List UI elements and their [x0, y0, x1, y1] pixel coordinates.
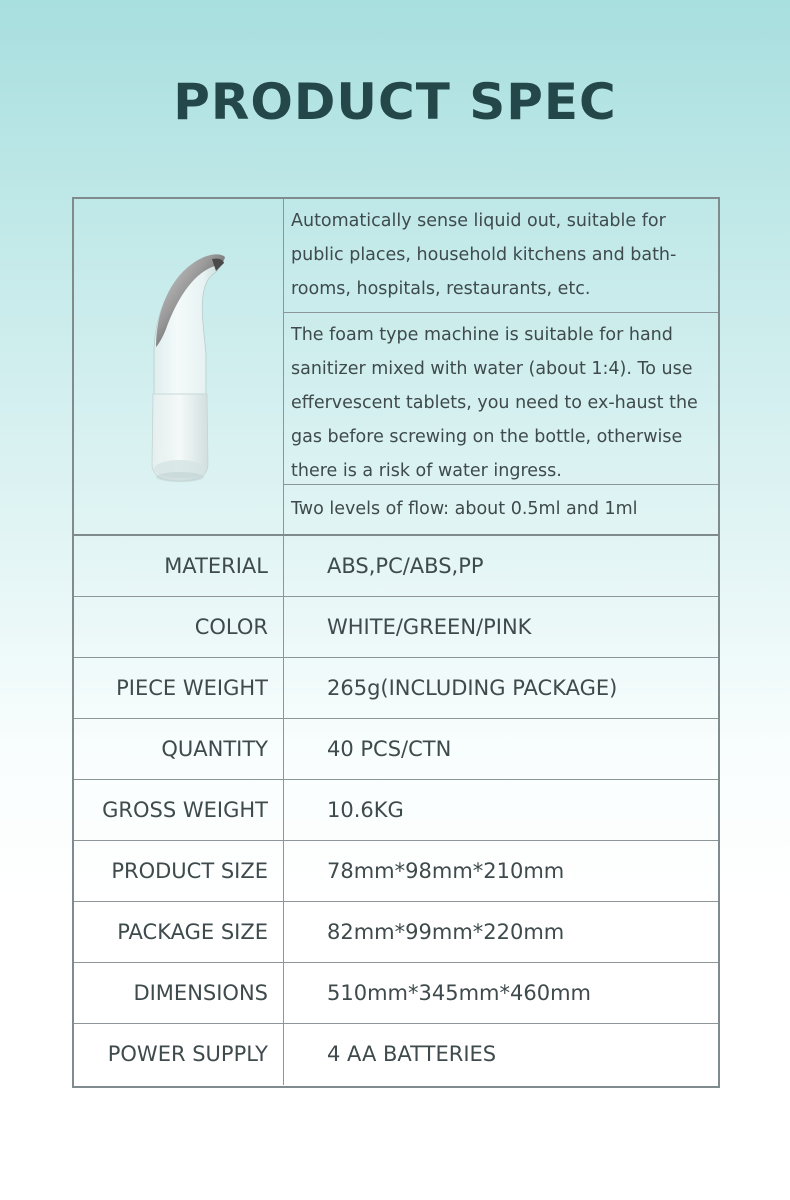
spec-label: DIMENSIONS: [74, 963, 284, 1023]
description-foam-type: The foam type machine is suitable for hand sanitizer mixed with water (about 1:4). To use effervescent tablets, you need to ex-haust the gas before screwing on the bottle, otherwise there is a risk of water ingress.: [284, 313, 718, 485]
description-flow-levels: Two levels of flow: about 0.5ml and 1ml: [291, 499, 638, 519]
spec-row-product-size: [74, 841, 718, 902]
product-overview: [74, 199, 718, 536]
spec-label: PACKAGE SIZE: [74, 902, 284, 962]
description-auto-sense: Automatically sense liquid out, suitable for public places, household kitchens and bath-rooms, hospitals, restaurants, etc.: [284, 199, 718, 313]
spec-label: COLOR: [74, 597, 284, 657]
spec-row-dimensions: [74, 963, 718, 1024]
spec-value: ABS,PC/ABS,PP: [327, 554, 484, 578]
spec-row-piece-weight: [74, 658, 718, 719]
spec-table: [72, 197, 720, 1088]
spec-label: QUANTITY: [74, 719, 284, 779]
spec-value: 510mm*345mm*460mm: [327, 981, 591, 1005]
page-title: PRODUCT SPEC: [173, 73, 617, 131]
spec-value: 265g(INCLUDING PACKAGE): [327, 676, 618, 700]
spec-row-gross-weight: [74, 780, 718, 841]
spec-label: MATERIAL: [74, 536, 284, 596]
spec-value: 40 PCS/CTN: [327, 737, 452, 761]
spec-label: PRODUCT SIZE: [74, 841, 284, 901]
description-column: [284, 199, 718, 534]
spec-row-quantity: [74, 719, 718, 780]
spec-value: 10.6KG: [327, 798, 404, 822]
spec-row-color: [74, 597, 718, 658]
spec-row-power-supply: [74, 1024, 718, 1085]
spec-value: 82mm*99mm*220mm: [327, 920, 565, 944]
spec-row-package-size: [74, 902, 718, 963]
spec-value: WHITE/GREEN/PINK: [327, 615, 532, 639]
spec-label: POWER SUPPLY: [74, 1024, 284, 1085]
product-image-cell: [74, 199, 284, 534]
spec-value: 4 AA BATTERIES: [327, 1042, 497, 1066]
spec-label: PIECE WEIGHT: [74, 658, 284, 718]
spec-rows: [74, 536, 718, 1085]
spec-label: GROSS WEIGHT: [74, 780, 284, 840]
spec-row-material: [74, 536, 718, 597]
spec-value: 78mm*98mm*210mm: [327, 859, 565, 883]
soap-dispenser-image: [126, 249, 226, 489]
